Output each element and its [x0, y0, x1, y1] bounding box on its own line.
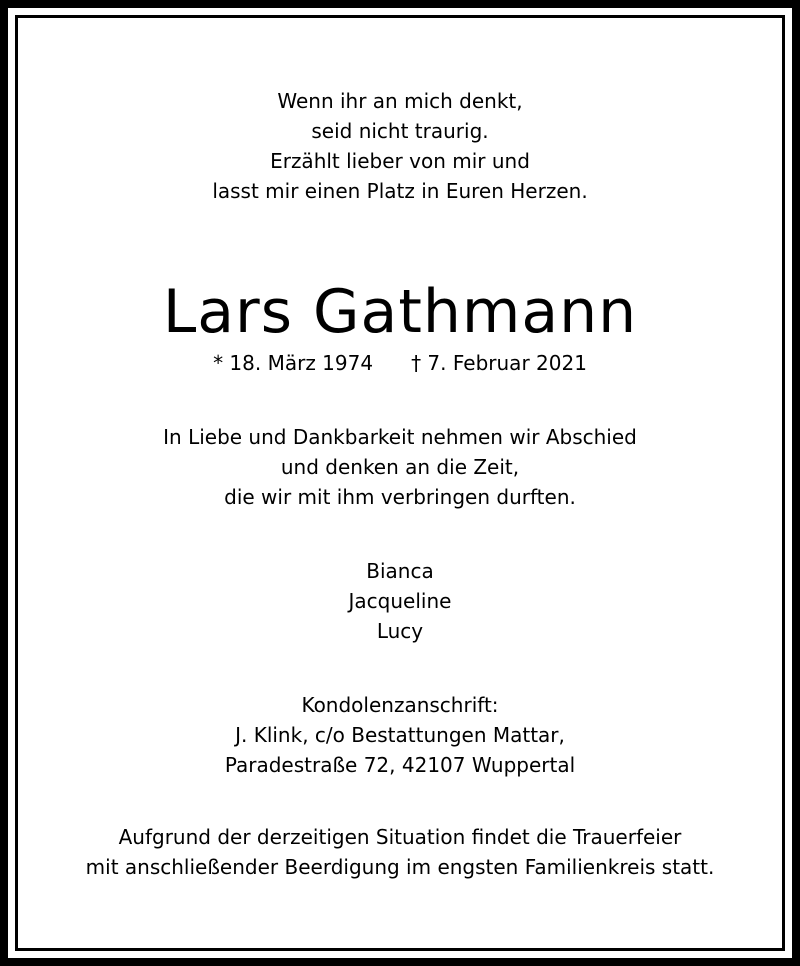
- farewell-text: [0, 422, 800, 512]
- condolence-address: [0, 690, 800, 780]
- poem: [0, 86, 800, 206]
- notice-line: Aufgrund der derzeitigen Situation findet die Trauerfeier: [118, 825, 682, 849]
- condolence-line: Paradestraße 72, 42107 Wuppertal: [224, 753, 576, 777]
- poem-line: seid nicht traurig.: [311, 119, 489, 143]
- farewell-line: und denken an die Zeit,: [280, 455, 520, 479]
- mourners-list: [0, 556, 800, 646]
- notice-line: mit anschließender Beerdigung im engsten Familienkreis statt.: [85, 855, 715, 879]
- condolence-line: J. Klink, c/o Bestattungen Mattar,: [235, 723, 565, 747]
- mourner-name: Bianca: [366, 559, 434, 583]
- condolence-line: Kondolenzanschrift:: [301, 693, 499, 717]
- funeral-notice: [0, 822, 800, 882]
- poem-line: lasst mir einen Platz in Euren Herzen.: [212, 179, 588, 203]
- mourner-name: Jacqueline: [348, 589, 452, 613]
- poem-line: Erzählt lieber von mir und: [270, 149, 530, 173]
- farewell-line: die wir mit ihm verbringen durften.: [224, 485, 576, 509]
- mourner-name: Lucy: [376, 619, 424, 643]
- death-date: † 7. Februar 2021: [411, 351, 587, 375]
- deceased-name: Lars Gathmann: [162, 277, 638, 347]
- life-dates: [0, 348, 800, 378]
- birth-date: * 18. März 1974: [213, 351, 374, 375]
- poem-line: Wenn ihr an mich denkt,: [277, 89, 523, 113]
- farewell-line: In Liebe und Dankbarkeit nehmen wir Abschied: [163, 425, 637, 449]
